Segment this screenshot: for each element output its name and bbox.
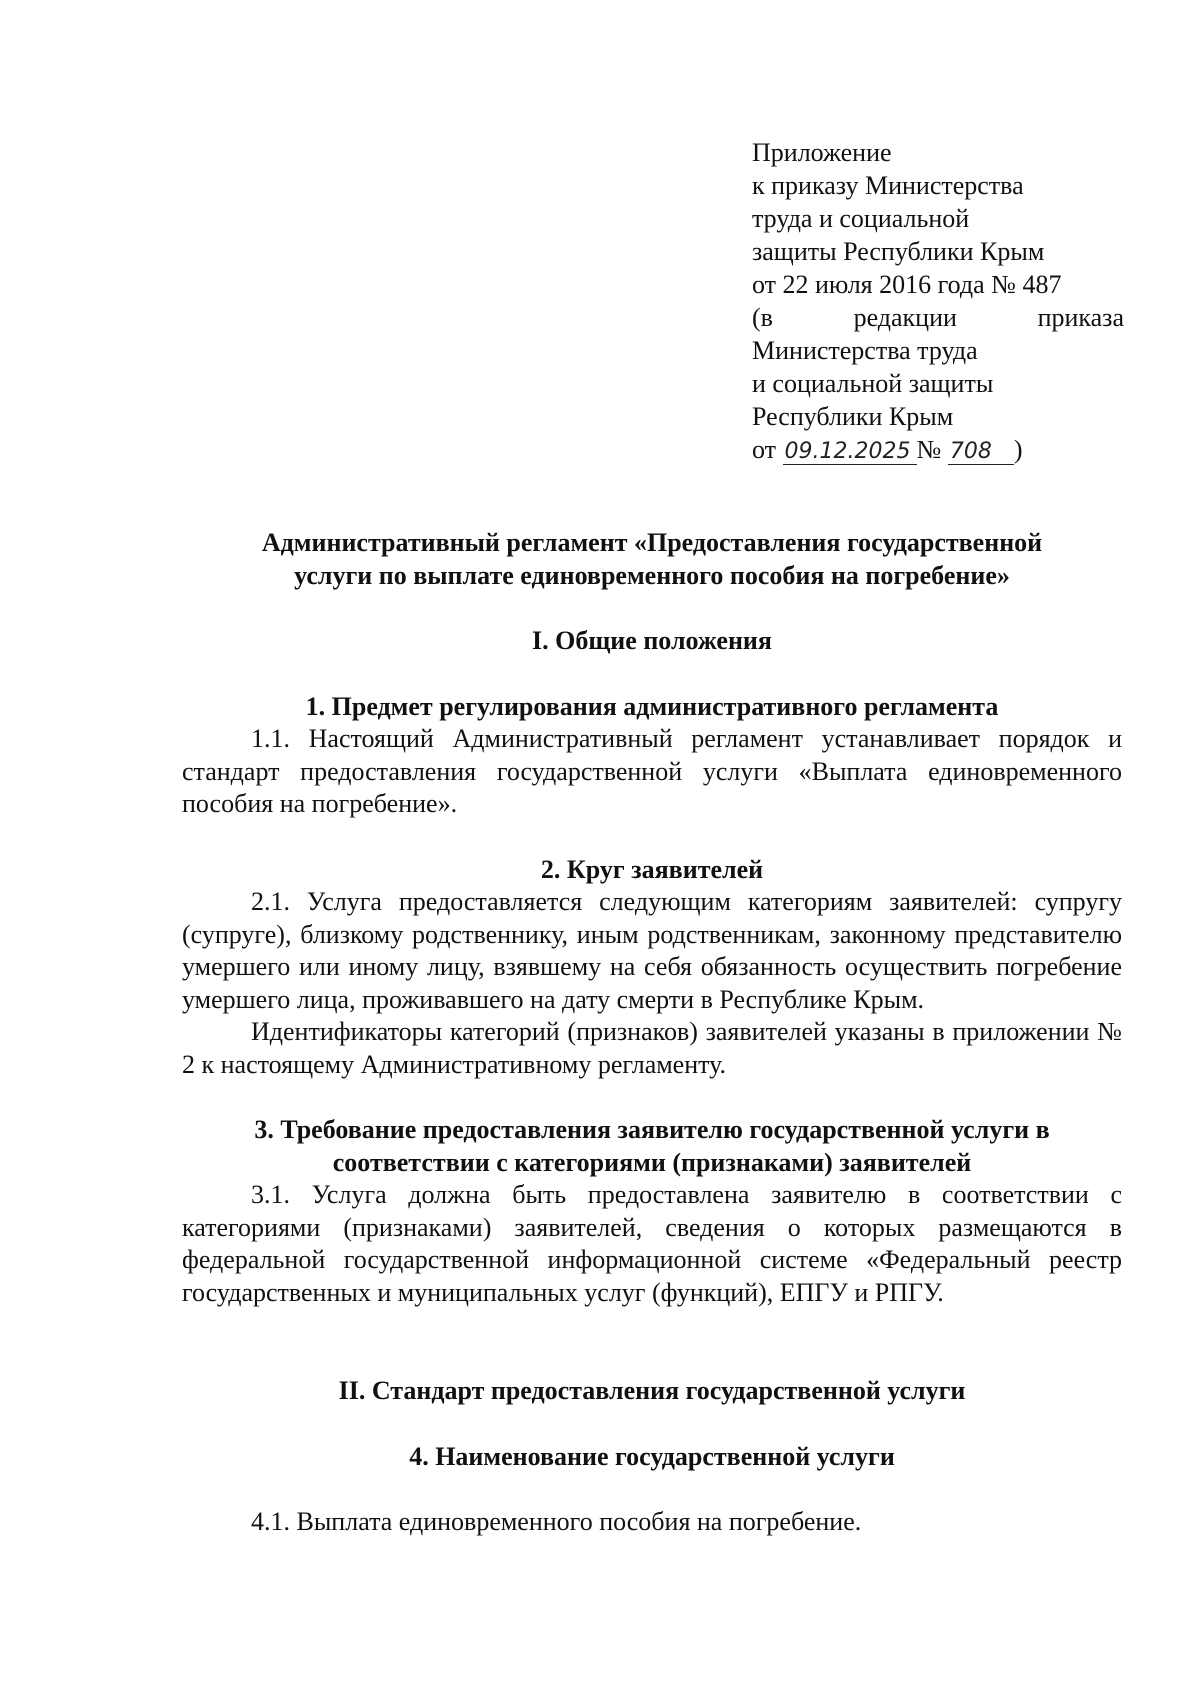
subsection-title: 2. Круг заявителей	[540, 854, 764, 884]
subsection-title-line: соответствии с категориями (признаками) заявителей	[332, 1147, 972, 1177]
amendment-prefix: от	[752, 435, 777, 464]
closing-paren: )	[1013, 435, 1023, 464]
subsection-title: 4. Наименование государственной услуги	[409, 1441, 895, 1471]
paragraph: 4.1. Выплата единовременного пособия на погребение.	[251, 1507, 862, 1536]
paragraph: 1.1. Настоящий Административный регламент устанавливает порядок и стандарт предоставления государственной услуги «Выплата единовременного пособия на погребение».	[182, 724, 1122, 818]
appendix-line: защиты Республики Крым	[752, 237, 1045, 266]
handwritten-number: 708	[948, 440, 1014, 465]
document-title-line: Административный регламент «Предоставления государственной	[261, 528, 1043, 557]
appendix-word: приказа	[1037, 303, 1124, 332]
number-sign: №	[916, 435, 942, 464]
appendix-block	[752, 136, 1124, 466]
section-title: I. Общие положения	[532, 626, 772, 655]
paragraph: 2.1. Услуга предоставляется следующим категориям заявителей: супругу (супруге), близкому родственнику, иным родственникам, законному представителю умершего или иному лицу, взявшему на себя обязанность осуществить погребение умершего лица, проживавшего на дату смерти в Республике Крым.	[182, 887, 1122, 1014]
appendix-line: труда и социальной	[752, 204, 970, 233]
appendix-word: редакции	[853, 303, 957, 332]
appendix-word: (в	[752, 303, 773, 332]
appendix-line: Республики Крым	[752, 402, 954, 431]
subsection-title: 1. Предмет регулирования административного регламента	[305, 691, 999, 721]
document-title	[182, 526, 1122, 592]
document-body	[182, 526, 1122, 1539]
paragraph: 3.1. Услуга должна быть предоставлена заявителю в соответствии с категориями (признаками) заявителей, сведения о которых размещаются в федеральной государственной информационной системе «Федеральный реестр государственных и муниципальных услуг (функций), ЕПГУ и РПГУ.	[182, 1180, 1122, 1307]
appendix-line-justified	[752, 301, 1124, 334]
handwritten-date: 09.12.2025	[783, 440, 917, 465]
paragraph: Идентификаторы категорий (признаков) заявителей указаны в приложении № 2 к настоящему Административному регламенту.	[182, 1017, 1122, 1079]
section-title: II. Стандарт предоставления государственной услуги	[338, 1376, 966, 1405]
document-title-line: услуги по выплате единовременного пособия на погребение»	[294, 561, 1010, 590]
appendix-line: Министерства труда	[752, 336, 978, 365]
appendix-amendment-line	[752, 433, 1124, 466]
appendix-line: Приложение	[752, 138, 892, 167]
appendix-line: и социальной защиты	[752, 369, 994, 398]
subsection-title	[182, 1114, 1122, 1179]
appendix-line: от 22 июля 2016 года № 487	[752, 270, 1062, 299]
subsection-title-line: 3. Требование предоставления заявителю государственной услуги в	[254, 1115, 1050, 1144]
appendix-line: к приказу Министерства	[752, 171, 1024, 200]
